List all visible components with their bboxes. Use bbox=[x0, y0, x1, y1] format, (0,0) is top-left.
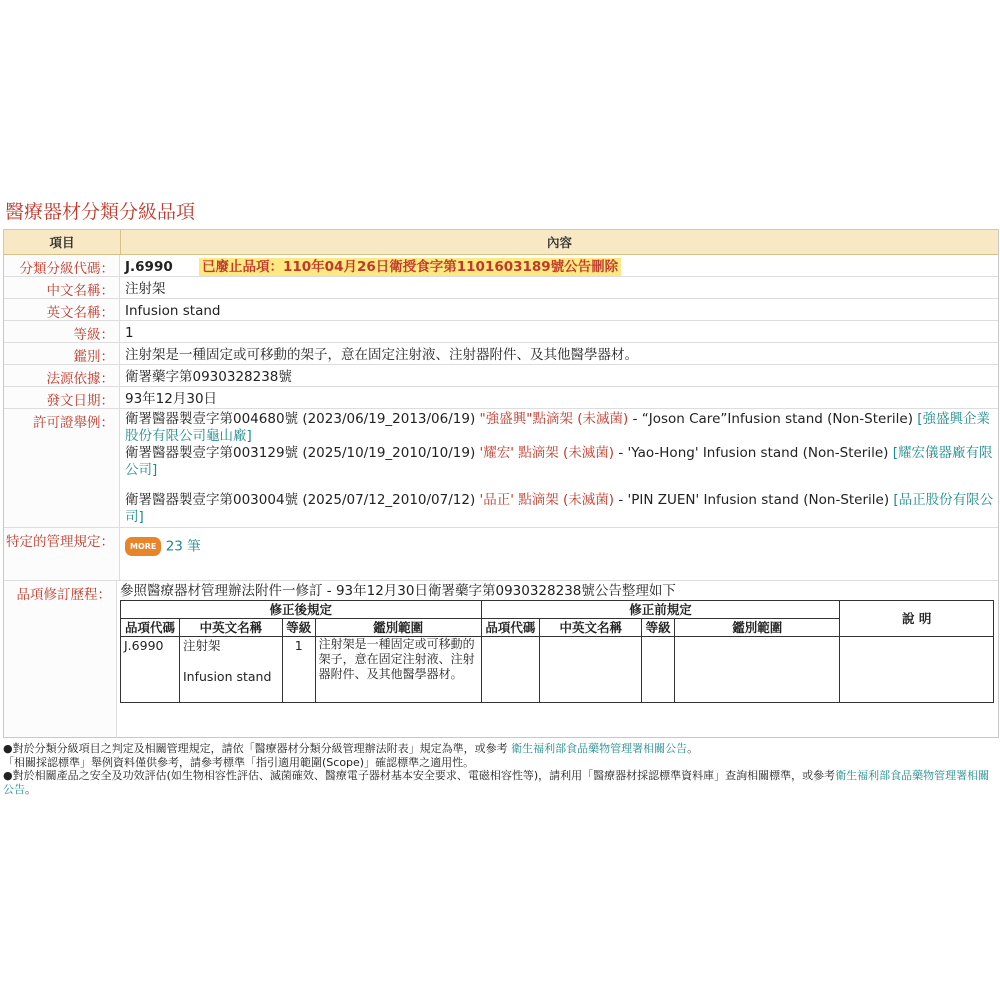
license-item: 衛署醫器製壹字第003129號 (2025/10/19_2010/10/19) '耀宏' 點滴架 (未滅菌) - 'Yao-Hong' Infusion stand (Non-Sterile) [耀宏儀器廠有限公司] bbox=[125, 445, 993, 478]
chinese-name-value: 注射架 bbox=[125, 281, 166, 297]
footnotes: ●對於分類分級項目之判定及相關管理規定，請依「醫療器材分類分級管理辦法附表」規定為準，或參考 衛生福利部食品藥物管理署相關公告。 「相關採認標準」舉例資料僅供參考，請參考標準「指引適用範圍(Scope)」確認標準之適用性。 ●對於相關產品之安全及功效評估(如生物相容性評估、滅菌確效、醫療電子器材基本安全要求、電磁相容性等)，請利用「醫療器材採認標準資料庫」查詢相關標準，或參考衛生福利部食品藥物管理署相關公告。 bbox=[3, 742, 990, 796]
more-count[interactable]: 23 筆 bbox=[165, 538, 201, 555]
before-title: 修正前規定 bbox=[481, 601, 840, 619]
revision-intro: 參照醫療器材管理辦法附件一修訂 - 93年12月30日衛署藥字第0930328238號公告整理如下 bbox=[120, 583, 676, 599]
grade-value: 1 bbox=[125, 325, 134, 341]
row-special-rules bbox=[4, 528, 998, 581]
col-scope: 鑑別範圍 bbox=[675, 619, 840, 637]
row-legal-basis bbox=[4, 365, 998, 387]
english-name-value: Infusion stand bbox=[125, 303, 221, 319]
label-issue-date: 發文日期： bbox=[4, 387, 120, 408]
license-item: 衛署醫器製壹字第004680號 (2023/06/19_2013/06/19) "強盛興"點滴架 (未滅菌) - “Joson Care”Infusion stand (Non-Sterile) [強盛興企業股份有限公司龜山廠] bbox=[125, 411, 991, 444]
special-rules-value bbox=[120, 528, 998, 580]
label-legal-basis: 法源依據： bbox=[4, 365, 120, 386]
company-link[interactable]: [耀宏儀器廠有限公司] bbox=[125, 445, 993, 478]
label-chinese-name: 中文名稱： bbox=[4, 277, 120, 298]
license-cn-name: "強盛興"點滴架 (未滅菌) bbox=[479, 411, 629, 427]
col-grade: 等級 bbox=[282, 619, 315, 637]
license-item: 衛署醫器製壹字第003004號 (2025/07/12_2010/07/12) '品正' 點滴架 (未滅菌) - 'PIN ZUEN' Infusion stand (Non-Sterile) [品正股份有限公司] bbox=[125, 492, 994, 525]
row-identification bbox=[4, 343, 998, 365]
header-item: 項目 bbox=[4, 230, 121, 254]
row-chinese-name bbox=[4, 277, 998, 299]
license-cn-name: '品正' 點滴架 (未滅菌) bbox=[479, 492, 615, 508]
label-identification: 鑑別： bbox=[4, 343, 120, 364]
legal-basis-value: 衛署藥字第0930328238號 bbox=[125, 369, 292, 385]
label-special-rules: 特定的管理規定： bbox=[4, 528, 120, 580]
col-code: 品項代碼 bbox=[121, 619, 180, 637]
after-title: 修正後規定 bbox=[121, 601, 482, 619]
header-content: 內容 bbox=[546, 235, 572, 250]
col-scope: 鑑別範圍 bbox=[315, 619, 481, 637]
col-grade: 等級 bbox=[642, 619, 675, 637]
license-cn-name: '耀宏' 點滴架 (未滅菌) bbox=[479, 445, 615, 461]
col-name: 中英文名稱 bbox=[540, 619, 642, 637]
label-classification: 分類分級代碼： bbox=[4, 255, 120, 276]
label-license-examples: 許可證舉例： bbox=[4, 409, 120, 527]
row-revision-history bbox=[4, 581, 998, 737]
col-code: 品項代碼 bbox=[481, 619, 540, 637]
deprecated-notice: 已廢止品項：110年04月26日衛授食字第1101603189號公告刪除 bbox=[199, 258, 621, 276]
identification-value: 注射架是一種固定或可移動的架子，意在固定注射液、注射器附件、及其他醫學器材。 bbox=[125, 347, 638, 363]
more-badge-icon[interactable]: MORE bbox=[125, 537, 161, 556]
label-revision-history: 品項修訂歷程： bbox=[4, 581, 117, 737]
issue-date-value: 93年12月30日 bbox=[125, 391, 218, 407]
table-row bbox=[121, 637, 994, 703]
after-name: 注射架 Infusion stand bbox=[180, 637, 283, 703]
row-grade bbox=[4, 321, 998, 343]
row-english-name bbox=[4, 299, 998, 321]
row-classification bbox=[4, 255, 998, 277]
page-title: 醫療器材分類分級品項 bbox=[5, 201, 196, 223]
company-link[interactable]: [品正股份有限公司] bbox=[125, 492, 994, 525]
note-title: 說 明 bbox=[840, 601, 994, 637]
after-grade: 1 bbox=[282, 637, 315, 703]
company-link[interactable]: [強盛興企業股份有限公司龜山廠] bbox=[125, 411, 991, 444]
label-english-name: 英文名稱： bbox=[4, 299, 120, 320]
col-name: 中英文名稱 bbox=[180, 619, 283, 637]
after-scope: 注射架是一種固定或可移動的架子，意在固定注射液、注射器附件、及其他醫學器材。 bbox=[315, 637, 481, 703]
fda-announcement-link[interactable]: 衛生福利部食品藥物管理署相關公告 bbox=[511, 742, 688, 755]
classification-table bbox=[3, 229, 999, 738]
row-issue-date bbox=[4, 387, 998, 409]
revision-table bbox=[120, 600, 994, 703]
label-grade: 等級： bbox=[4, 321, 120, 342]
after-code: J.6990 bbox=[121, 637, 180, 703]
table-header bbox=[4, 230, 998, 255]
fda-announcement-link[interactable]: 衛生福利部食品藥物管理署相關公告 bbox=[3, 769, 990, 796]
classification-code: J.6990 bbox=[125, 259, 173, 275]
